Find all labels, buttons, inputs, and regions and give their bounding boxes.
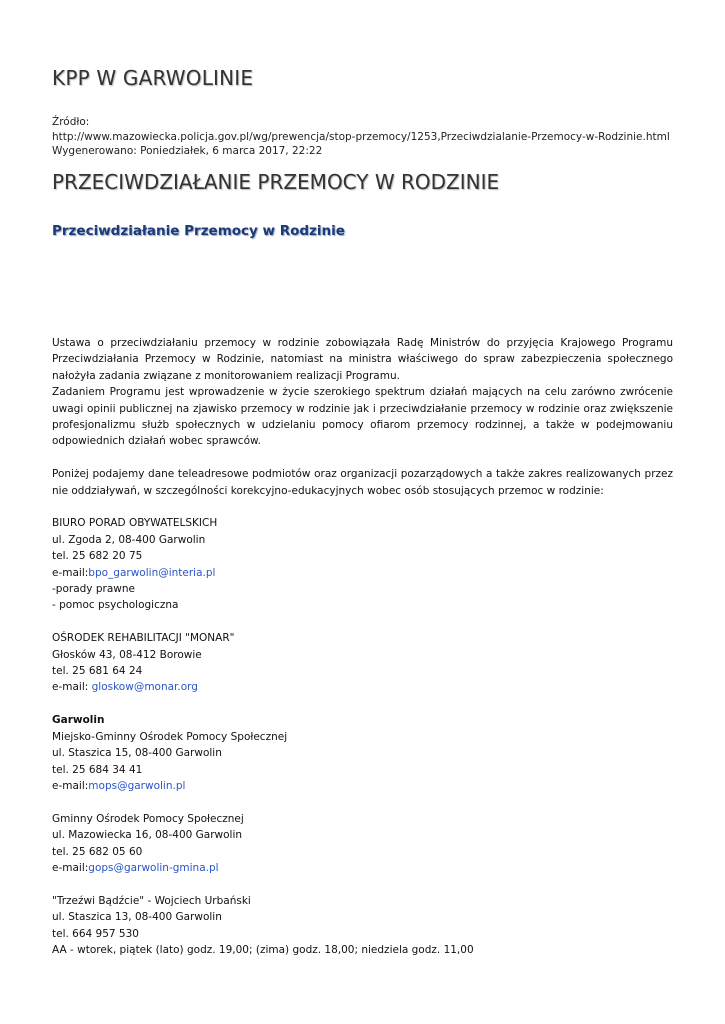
- article-body: [52, 335, 673, 958]
- section-heading-garwolin: Garwolin: [52, 714, 105, 727]
- contact-service: - pomoc psychologiczna: [52, 599, 179, 612]
- email-label: e-mail:: [52, 566, 89, 579]
- email-label: e-mail:: [52, 681, 92, 694]
- contact-phone: tel. 25 682 20 75: [52, 550, 143, 563]
- contact-address: ul. Staszica 15, 08-400 Garwolin: [52, 747, 222, 760]
- contact-bpo: [52, 515, 673, 613]
- contact-email-row: [52, 860, 673, 876]
- contact-name: OŚRODEK REHABILITACJI "MONAR": [52, 632, 235, 645]
- email-label: e-mail:: [52, 779, 89, 792]
- source-meta: [52, 115, 692, 159]
- email-link-monar[interactable]: gloskow@monar.org: [91, 681, 198, 694]
- site-title: KPP W GARWOLINIE: [52, 66, 254, 90]
- email-link-mops[interactable]: mops@garwolin.pl: [88, 779, 186, 792]
- contact-name: Gminny Ośrodek Pomocy Społecznej: [52, 812, 244, 825]
- contact-address: ul. Zgoda 2, 08-400 Garwolin: [52, 533, 206, 546]
- contact-hours: AA - wtorek, piątek (lato) godz. 19,00; (zima) godz. 18,00; niedziela godz. 11,00: [52, 943, 474, 956]
- contact-name: Miejsko-Gminny Ośrodek Pomocy Społecznej: [52, 730, 288, 743]
- contact-address: Głosków 43, 08-412 Borowie: [52, 648, 202, 661]
- contact-name: BIURO PORAD OBYWATELSKICH: [52, 517, 218, 530]
- email-link-gops[interactable]: gops@garwolin-gmina.pl: [88, 861, 219, 874]
- email-link-bpo[interactable]: bpo_garwolin@interia.pl: [88, 566, 216, 579]
- email-label: e-mail:: [52, 861, 89, 874]
- article-title: PRZECIWDZIAŁANIE PRZEMOCY W RODZINIE: [52, 170, 500, 194]
- contact-address: ul. Mazowiecka 16, 08-400 Garwolin: [52, 829, 243, 842]
- contact-email-row: [52, 679, 673, 695]
- source-url: http://www.mazowiecka.policja.gov.pl/wg/prewencja/stop-przemocy/1253,Przeciwdzialanie-Przemocy-w-Rodzinie.html: [52, 130, 670, 143]
- paragraph-program: Zadaniem Programu jest wprowadzenie w życie szerokiego spektrum działań mających na celu zarówno zwrócenie uwagi opinii publicznej na zjawisko przemocy w rodzinie jak i przeciwdziałanie przemocy w rodzinie oraz zwiększenie profesjonalizmu służb społecznych w udzielaniu pomocy ofiarom przemocy rodzinnej, a także w podejmowaniu odpowiednich działań wobec sprawców.: [52, 386, 673, 448]
- contact-service: -porady prawne: [52, 583, 135, 596]
- contact-email-row: [52, 778, 673, 794]
- article-subtitle: Przeciwdziałanie Przemocy w Rodzinie: [52, 223, 345, 239]
- paragraph-intro: Ustawa o przeciwdziałaniu przemocy w rodzinie zobowiązała Radę Ministrów do przyjęcia Krajowego Programu Przeciwdziałania Przemocy w Rodzinie, natomiast na ministra właściwego do spraw zabezpieczenia społecznego nałożyła zadania związane z monitorowaniem realizacji Programu.: [52, 337, 673, 382]
- contact-address: ul. Staszica 13, 08-400 Garwolin: [52, 911, 222, 924]
- source-label: Źródło:: [52, 116, 90, 128]
- contact-phone: tel. 664 957 530: [52, 927, 139, 940]
- contact-monar: [52, 630, 673, 696]
- contact-phone: tel. 25 682 05 60: [52, 845, 143, 858]
- generated-date: Wygenerowano: Poniedziałek, 6 marca 2017, 22:22: [52, 145, 323, 157]
- contact-name: "Trzeźwi Bądźcie" - Wojciech Urbański: [52, 894, 251, 907]
- contact-phone: tel. 25 684 34 41: [52, 763, 143, 776]
- contact-email-row: [52, 565, 673, 581]
- contact-gops: [52, 811, 673, 877]
- paragraph-contacts-intro: Poniżej podajemy dane teleadresowe podmiotów oraz organizacji pozarządowych a także zakres realizowanych przez nie oddziaływań, w szczególności korekcyjno-edukacyjnych wobec osób stosujących przemoc w rodzinie:: [52, 468, 673, 497]
- contact-trzezwi: [52, 893, 673, 959]
- contact-mgops: [52, 712, 673, 794]
- contact-phone: tel. 25 681 64 24: [52, 665, 143, 678]
